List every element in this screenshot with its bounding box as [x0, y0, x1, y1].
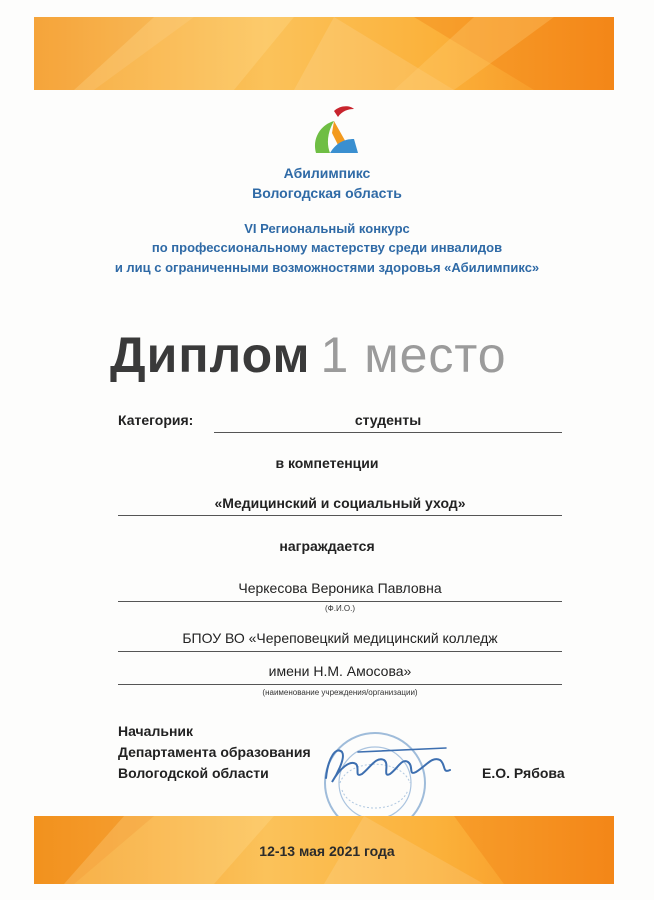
awarded-name-underline [118, 601, 562, 602]
awarded-name-caption: (Ф.И.О.) [324, 604, 356, 613]
category-value: студенты [354, 412, 422, 428]
competence-underline [118, 515, 562, 516]
awarded-label: награждается [279, 538, 375, 554]
institution-line-2: имени Н.М. Амосова» [268, 663, 412, 679]
signatory-line-3: Вологодской области [118, 765, 269, 781]
contest-line-3: и лиц с ограниченными возможностями здоровья «Абилимпикс» [114, 260, 540, 275]
contest-line-1: VI Региональный конкурс [244, 221, 410, 236]
institution-underline-2 [118, 684, 562, 685]
institution-caption: (наименование учреждения/организации) [262, 688, 418, 697]
institution-underline-1 [118, 651, 562, 652]
top-orange-banner [34, 17, 614, 90]
banner-pattern [34, 17, 614, 90]
diploma-title: Диплом [110, 327, 311, 383]
event-date: 12-13 мая 2021 года [259, 843, 395, 859]
competence-label: в компетенции [275, 455, 379, 471]
competence-value: «Медицинский и социальный уход» [214, 495, 466, 511]
signatory-line-2: Департамента образования [118, 744, 311, 760]
category-underline [214, 432, 562, 433]
contest-line-2: по профессиональному мастерству среди инвалидов [151, 240, 503, 255]
signatory-name: Е.О. Рябова [482, 765, 565, 781]
diploma-place: 1 место [320, 327, 507, 383]
institution-line-1: БПОУ ВО «Череповецкий медицинский колледж [182, 630, 498, 646]
logo-name: Абилимпикс [283, 165, 371, 181]
category-label: Категория: [118, 412, 194, 428]
diploma-heading [110, 326, 590, 384]
abilympics-logo [304, 103, 366, 165]
signatory-line-1: Начальник [118, 723, 194, 739]
logo-region: Вологодская область [252, 185, 402, 201]
awarded-name: Черкесова Вероника Павловна [238, 580, 442, 596]
signature [318, 738, 458, 788]
